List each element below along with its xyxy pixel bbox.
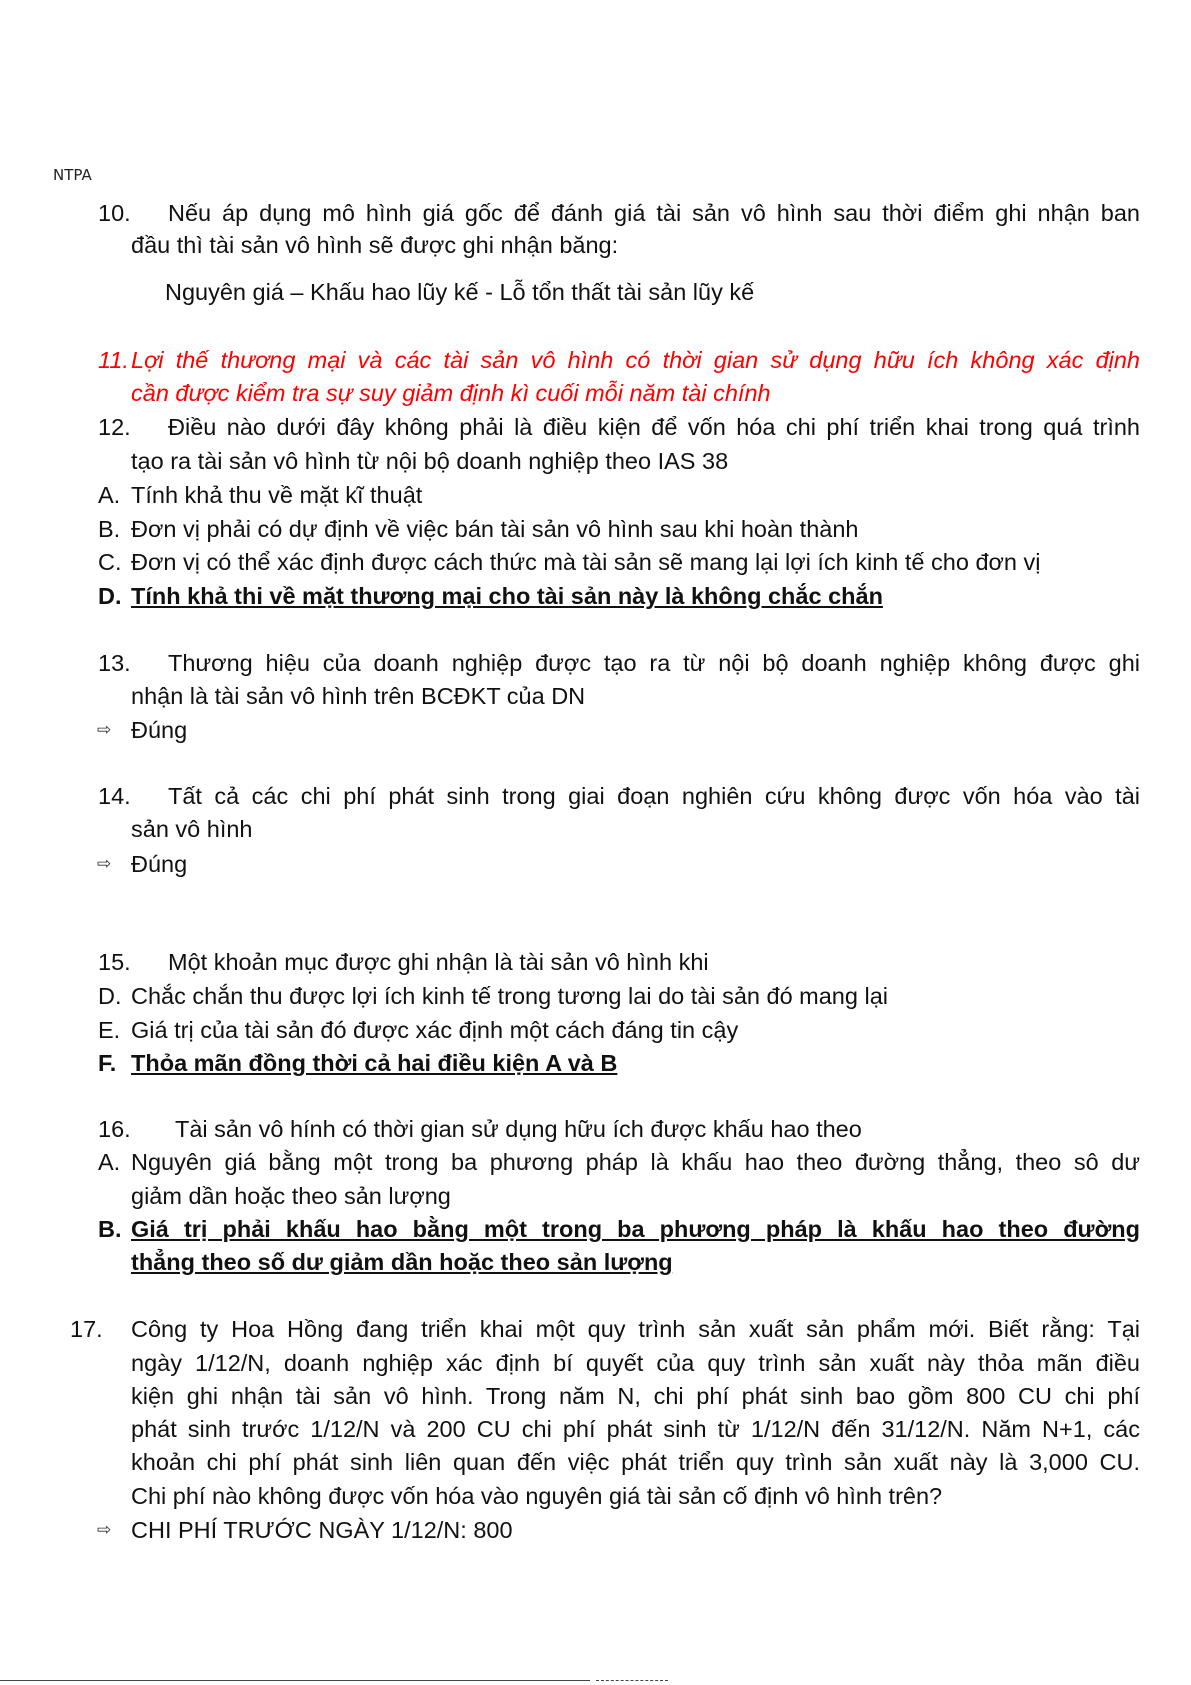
arrow-right-icon: ⇨ — [97, 720, 112, 739]
q15-option-e-letter: E. — [98, 1017, 121, 1043]
q12-option-b-letter: B. — [98, 516, 121, 542]
q14-answer: Đúng — [131, 851, 188, 877]
q17-line3: kiện ghi nhận tài sản vô hình. Trong năm N, chi phí phát sinh bao gồm 800 CU chi phí — [131, 1383, 1140, 1409]
q16-line1: Tài sản vô hính có thời gian sử dụng hữu ích được khấu hao theo — [175, 1116, 862, 1142]
q17-line5: khoản chi phí phát sinh liên quan đến việc phát triển quy trình sản xuất này là 3,000 CU. — [131, 1449, 1140, 1475]
q12-option-b-text: Đơn vị phải có dự định về việc bán tài sản vô hình sau khi hoàn thành — [131, 516, 859, 542]
q11-number: 11. — [98, 347, 129, 373]
q12-option-d-text: Tính khả thi về mặt thương mại cho tài sản này là không chắc chắn — [131, 583, 883, 609]
arrow-right-icon: ⇨ — [97, 1520, 112, 1539]
q13-line2: nhận là tài sản vô hình trên BCĐKT của DN — [131, 683, 586, 709]
q15-number: 15. — [98, 949, 131, 975]
q15-option-d-letter: D. — [98, 983, 122, 1009]
q17-line6: Chi phí nào không được vốn hóa vào nguyên giá tài sản cố định vô hình trên? — [131, 1483, 943, 1509]
footer-divider — [0, 1680, 590, 1681]
q13-answer: Đúng — [131, 717, 188, 743]
q17-number: 17. — [70, 1316, 103, 1342]
q12-option-c-text: Đơn vị có thể xác định được cách thức mà tài sản sẽ mang lại lợi ích kinh tế cho đơn vị — [131, 549, 1041, 575]
q15-option-d-text: Chắc chắn thu được lợi ích kinh tế trong tương lai do tài sản đó mang lại — [131, 983, 888, 1009]
q12-number: 12. — [98, 414, 131, 440]
q12-option-c-letter: C. — [98, 549, 122, 575]
q14-number: 14. — [98, 783, 131, 809]
q12-option-a-text: Tính khả thu về mặt kĩ thuật — [131, 482, 423, 508]
footer-dash — [596, 1680, 668, 1682]
q15-option-f-letter: F. — [98, 1050, 117, 1076]
q17-line2: ngày 1/12/N, doanh nghiệp xác định bí quyết của quy trình sản xuất này thỏa mãn điều — [131, 1350, 1140, 1376]
q16-number: 16. — [98, 1116, 131, 1142]
q12-option-a-letter: A. — [98, 482, 121, 508]
q16-option-a-line1: Nguyên giá bằng một trong ba phương pháp là khấu hao theo đường thẳng, theo sô dư — [131, 1149, 1140, 1175]
q10-line2: đầu thì tài sản vô hình sẽ được ghi nhận băng: — [131, 232, 619, 258]
q12-line2: tạo ra tài sản vô hình từ nội bộ doanh nghiệp theo IAS 38 — [131, 448, 729, 474]
q13-line1: Thương hiệu của doanh nghiệp được tạo ra từ nội bộ doanh nghiệp không được ghi — [168, 650, 1140, 676]
q10-answer: Nguyên giá – Khấu hao lũy kế - Lỗ tổn thất tài sản lũy kế — [165, 279, 755, 305]
q15-line1: Một khoản mục được ghi nhận là tài sản vô hình khi — [168, 949, 709, 975]
q15-option-e-text: Giá trị của tài sản đó được xác định một cách đáng tin cậy — [131, 1017, 739, 1043]
q14-line2: sản vô hình — [131, 816, 253, 842]
q16-option-a-line2: giảm dần hoặc theo sản lượng — [131, 1183, 451, 1209]
q15-option-f-text: Thỏa mãn đồng thời cả hai điều kiện A và B — [131, 1050, 618, 1076]
arrow-right-icon: ⇨ — [97, 854, 112, 873]
q10-number: 10. — [98, 200, 131, 226]
q17-answer: CHI PHÍ TRƯỚC NGÀY 1/12/N: 800 — [131, 1517, 513, 1543]
q16-option-a-letter: A. — [98, 1149, 121, 1175]
q17-line4: phát sinh trước 1/12/N và 200 CU chi phí phát sinh từ 1/12/N đến 31/12/N. Năm N+1, các — [131, 1416, 1140, 1442]
q11-line2: cần được kiểm tra sự suy giảm định kì cuối mỗi năm tài chính — [131, 380, 771, 406]
q16-option-b-letter: B. — [98, 1216, 122, 1242]
q14-line1: Tất cả các chi phí phát sinh trong giai đoạn nghiên cứu không được vốn hóa vào tài — [168, 783, 1140, 809]
q16-option-b-line1: Giá trị phải khấu hao bằng một trong ba phương pháp là khấu hao theo đường — [131, 1216, 1140, 1242]
header-tag: NTPA — [53, 166, 92, 184]
q13-number: 13. — [98, 650, 131, 676]
q12-line1: Điều nào dưới đây không phải là điều kiện để vốn hóa chi phí triển khai trong quá trình — [168, 414, 1140, 440]
q17-line1: Công ty Hoa Hồng đang triển khai một quy trình sản xuất sản phẩm mới. Biết rằng: Tại — [131, 1316, 1140, 1342]
q12-option-d-letter: D. — [98, 583, 122, 609]
q11-line1: Lợi thế thương mại và các tài sản vô hình có thời gian sử dụng hữu ích không xác định — [131, 347, 1140, 373]
q10-line1: Nếu áp dụng mô hình giá gốc để đánh giá tài sản vô hình sau thời điểm ghi nhận ban — [168, 200, 1140, 226]
q16-option-b-line2: thẳng theo số dư giảm dần hoặc theo sản lượng — [131, 1249, 673, 1275]
